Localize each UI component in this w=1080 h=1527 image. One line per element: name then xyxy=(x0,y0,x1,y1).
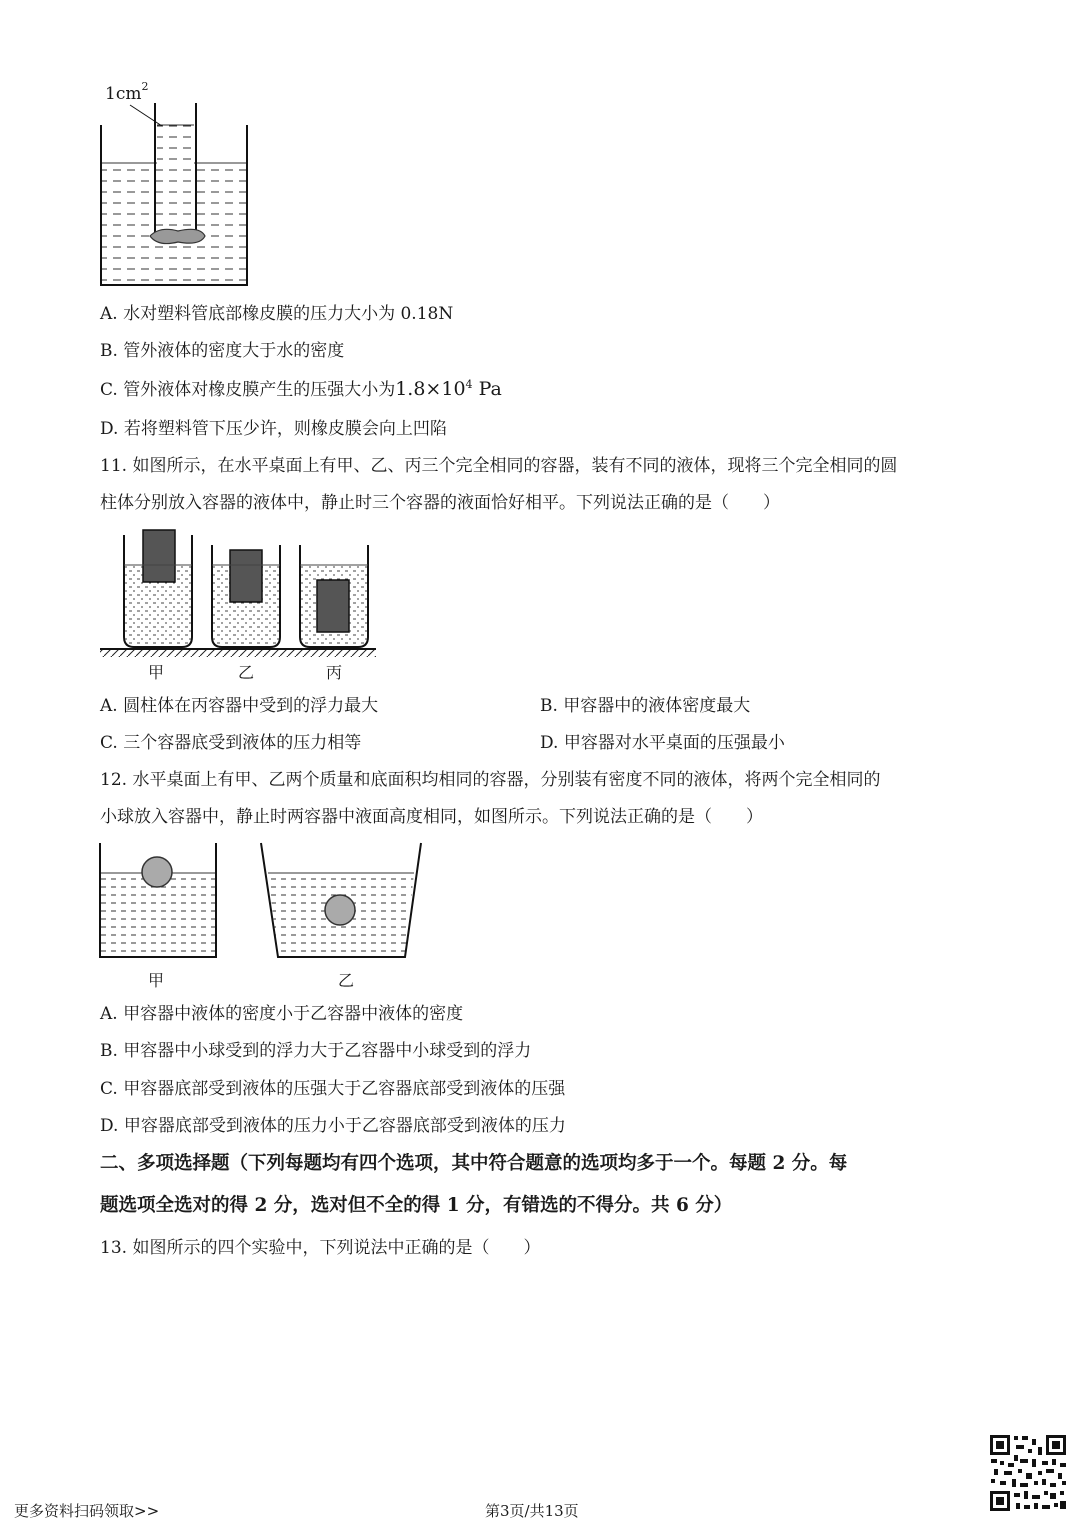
q12-option-d: D. 甲容器底部受到液体的压力小于乙容器底部受到液体的压力 xyxy=(100,1116,566,1136)
q11-option-c: C. 三个容器底受到液体的压力相等 xyxy=(100,733,362,753)
q10-option-b: B. 管外液体的密度大于水的密度 xyxy=(100,341,345,361)
q11-label-yi: 乙 xyxy=(238,663,255,682)
q11-option-b: B. 甲容器中的液体密度最大 xyxy=(540,696,751,716)
q10-option-c-value: $1.8\times 10^4$ Pa xyxy=(395,378,502,400)
q12-stem-line1: 12. 水平桌面上有甲、乙两个质量和底面积均相同的容器，分别装有密度不同的液体，将两个完全相同的 xyxy=(100,770,881,790)
footer-more-materials-link[interactable]: 更多资料扫码领取>> xyxy=(14,1502,160,1520)
q11-stem-line1: 11. 如图所示，在水平桌面上有甲、乙、丙三个完全相同的容器，装有不同的液体，现将三个完全相同的圆 xyxy=(100,456,898,476)
area-label: $1cm^2$ xyxy=(105,80,149,104)
q13-stem: 13. 如图所示的四个实验中，下列说法中正确的是（ ） xyxy=(100,1238,541,1258)
q11-label-jia: 甲 xyxy=(148,663,165,682)
beaker-tube-diagram xyxy=(0,0,1080,300)
q12-label-yi: 乙 xyxy=(338,971,355,990)
q12-label-jia: 甲 xyxy=(148,971,165,990)
two-containers-diagram xyxy=(0,835,1080,975)
q11-stem-line2: 柱体分别放入容器的液体中，静止时三个容器的液面恰好相平。下列说法正确的是（ ） xyxy=(100,493,780,513)
q10-option-a: A. 水对塑料管底部橡皮膜的压力大小为 0.18N xyxy=(100,304,454,324)
q12-option-a: A. 甲容器中液体的密度小于乙容器中液体的密度 xyxy=(100,1004,464,1024)
page-number: 第3页/共13页 xyxy=(485,1502,579,1520)
q11-option-d: D. 甲容器对水平桌面的压强最小 xyxy=(540,733,785,753)
q12-option-b: B. 甲容器中小球受到的浮力大于乙容器中小球受到的浮力 xyxy=(100,1041,532,1061)
section2-heading-line1: 二、多项选择题（下列每题均有四个选项，其中符合题意的选项均多于一个。每题 2 分。每 xyxy=(100,1153,848,1174)
q12-stem-line2: 小球放入容器中，静止时两容器中液面高度相同，如图所示。下列说法正确的是（ ） xyxy=(100,807,763,827)
q12-option-c: C. 甲容器底部受到液体的压强大于乙容器底部受到液体的压强 xyxy=(100,1079,566,1099)
three-containers-diagram xyxy=(0,520,1080,720)
q10-option-d: D. 若将塑料管下压少许，则橡皮膜会向上凹陷 xyxy=(100,419,447,439)
q11-option-a: A. 圆柱体在丙容器中受到的浮力最大 xyxy=(100,696,379,716)
section2-heading-line2: 题选项全选对的得 2 分，选对但不全的得 1 分，有错选的不得分。共 6 分） xyxy=(100,1195,733,1216)
q10-option-c: C. 管外液体对橡皮膜产生的压强大小为$1.8\times 10^4$ Pa xyxy=(100,378,502,400)
q11-label-bing: 丙 xyxy=(326,663,343,682)
qr-code-icon[interactable] xyxy=(988,1433,1068,1513)
